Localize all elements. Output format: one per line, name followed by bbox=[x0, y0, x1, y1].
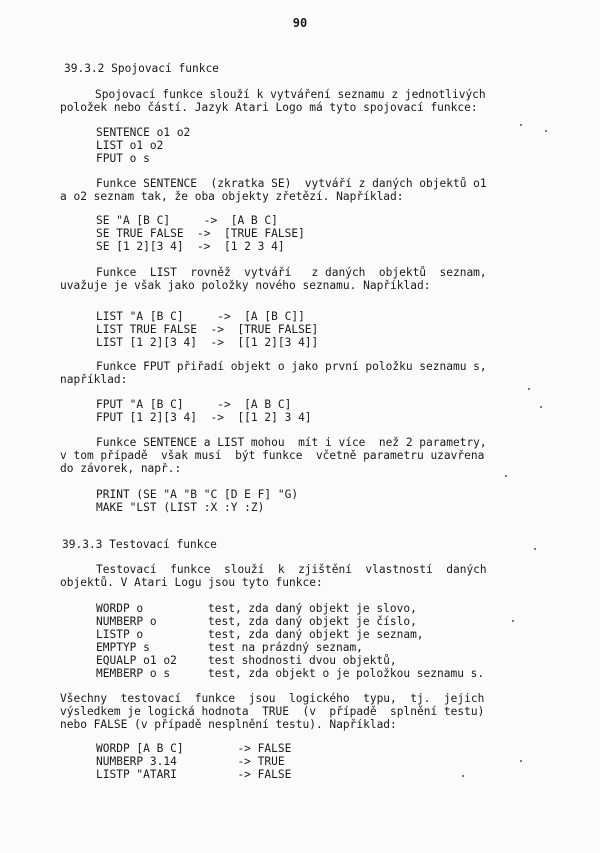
function-name: NUMBERP o bbox=[96, 615, 157, 628]
code-example: PRINT (SE "A "B "C [D E F] "G) bbox=[96, 488, 299, 501]
function-desc: test na prázdný seznam, bbox=[208, 641, 363, 654]
page-number: 90 bbox=[292, 16, 308, 30]
scan-speck bbox=[520, 760, 522, 762]
code-example: SE "A [B C] -> [A B C] bbox=[96, 214, 278, 227]
section-heading-testovaci: 39.3.3 Testovací funkce bbox=[62, 538, 217, 551]
code-example: NUMBERP 3.14 -> TRUE bbox=[96, 755, 285, 768]
code-example: SE [1 2][3 4] -> [1 2 3 4] bbox=[96, 240, 285, 253]
scan-speck bbox=[520, 124, 522, 126]
function-desc: test, zda objekt o je položkou seznamu s. bbox=[208, 667, 485, 680]
function-name: MEMBERP o s bbox=[96, 667, 171, 680]
scan-speck bbox=[534, 548, 536, 550]
paragraph-line: Funkce SENTENCE a LIST mohou mít i více než 2 parametry, bbox=[96, 436, 487, 449]
function-name: EMPTYP s bbox=[96, 641, 150, 654]
function-desc: test, zda daný objekt je seznam, bbox=[208, 628, 424, 641]
paragraph-line: Spojovací funkce slouží k vytváření seznamu z jednotlivých bbox=[95, 88, 486, 101]
code-example: LIST TRUE FALSE -> [TRUE FALSE] bbox=[96, 323, 319, 336]
code-example: FPUT "A [B C] -> [A B C] bbox=[96, 398, 292, 411]
function-desc: test, zda daný objekt je číslo, bbox=[208, 615, 417, 628]
code-example: WORDP [A B C] -> FALSE bbox=[96, 742, 292, 755]
function-desc: test shodnosti dvou objektů, bbox=[208, 654, 397, 667]
paragraph-line: výsledkem je logická hodnota TRUE (v případě splnění testu) bbox=[60, 705, 485, 718]
paragraph-line: Testovací funkce slouží k zjištění vlastností daných bbox=[96, 563, 487, 576]
paragraph-line: Všechny testovací funkce jsou logického typu, tj. jejich bbox=[60, 692, 485, 705]
paragraph-line: položek nebo částí. Jazyk Atari Logo má tyto spojovací funkce: bbox=[60, 101, 478, 114]
syntax-line: FPUT o s bbox=[96, 152, 150, 165]
function-name: WORDP o bbox=[96, 602, 144, 615]
paragraph-line: nebo FALSE (v případě nesplnění testu). Například: bbox=[60, 718, 397, 731]
syntax-line: SENTENCE o1 o2 bbox=[96, 126, 191, 139]
paragraph-line: uvažuje je však jako položky nového seznamu. Například: bbox=[60, 279, 431, 292]
paragraph-line: Funkce SENTENCE (zkratka SE) vytváří z daných objektů o1 bbox=[96, 177, 487, 190]
scan-speck bbox=[545, 130, 547, 132]
function-name: EQUALP o1 o2 bbox=[96, 654, 177, 667]
function-name: LISTP o bbox=[96, 628, 144, 641]
code-example: LIST [1 2][3 4] -> [[1 2][3 4]] bbox=[96, 336, 319, 349]
scan-speck bbox=[540, 406, 542, 408]
paragraph-line: v tom případě však musí být funkce včetně parametru uzavřena bbox=[60, 449, 485, 462]
paragraph-line: objektů. V Atari Logu jsou tyto funkce: bbox=[60, 576, 323, 589]
scan-speck bbox=[512, 620, 514, 622]
scan-speck bbox=[462, 775, 464, 777]
code-example: MAKE "LST (LIST :X :Y :Z) bbox=[96, 501, 265, 514]
paragraph-line: a o2 seznam tak, že oba objekty zřetězí. Například: bbox=[60, 190, 404, 203]
code-example: LISTP "ATARI -> FALSE bbox=[96, 768, 292, 781]
code-example: FPUT [1 2][3 4] -> [[1 2] 3 4] bbox=[96, 411, 312, 424]
function-desc: test, zda daný objekt je slovo, bbox=[208, 602, 417, 615]
syntax-line: LIST o1 o2 bbox=[96, 139, 164, 152]
paragraph-line: Funkce LIST rovněž vytváří z daných objektů seznam, bbox=[96, 266, 487, 279]
scan-speck bbox=[528, 388, 530, 390]
code-example: SE TRUE FALSE -> [TRUE FALSE] bbox=[96, 227, 305, 240]
paragraph-line: Funkce FPUT přiřadí objekt o jako první položku seznamu s, bbox=[96, 360, 487, 373]
paragraph-line: do závorek, např.: bbox=[60, 462, 182, 475]
paragraph-line: například: bbox=[60, 373, 128, 386]
code-example: LIST "A [B C] -> [A [B C]] bbox=[96, 310, 305, 323]
scan-speck bbox=[505, 475, 507, 477]
section-heading-spojovaci: 39.3.2 Spojovací funkce bbox=[64, 62, 219, 75]
